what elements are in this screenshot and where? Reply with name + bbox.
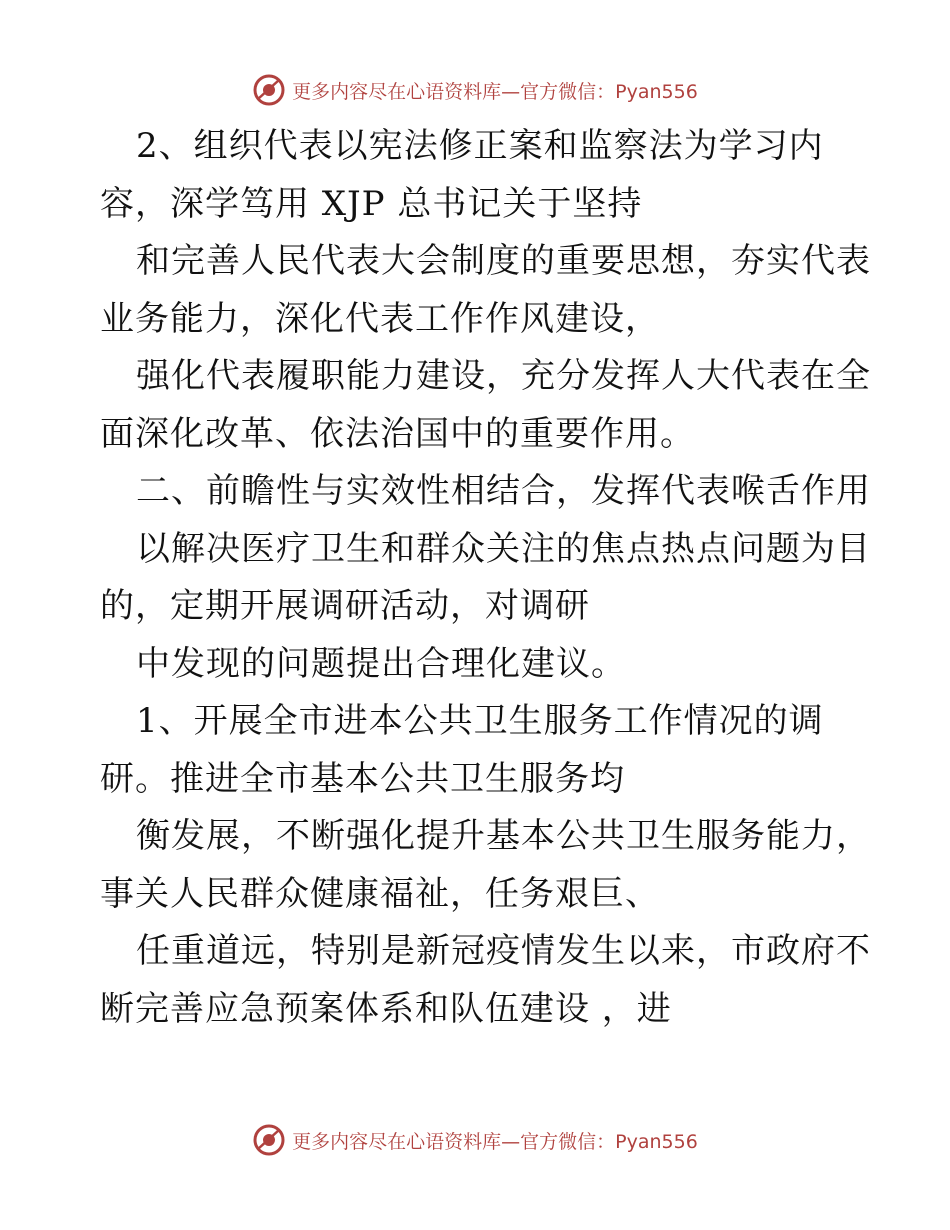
text-line: 任重道远，特别是新冠疫情发生以来，市政府不 [136, 931, 871, 971]
text-line: 1、开展全市进本公共卫生服务工作情况的调 [136, 701, 824, 741]
logo-circle-icon [252, 73, 286, 107]
text-line: 研。推进全市基本公共卫生服务均 [100, 758, 625, 799]
header-watermark-banner [0, 70, 950, 110]
text-line: 和完善人民代表大会制度的重要思想，夯实代表 [136, 241, 871, 281]
text-line: 面深化改革、依法治国中的重要作用。 [100, 413, 695, 454]
footer-watermark-banner [0, 1120, 950, 1160]
text-line: 事关人民群众健康福祉，任务艰巨、 [100, 873, 660, 914]
text-line: 业务能力，深化代表工作作风建设， [100, 298, 660, 339]
document-body [100, 118, 871, 1038]
text-line: 以解决医疗卫生和群众关注的焦点热点问题为目 [136, 528, 871, 569]
footer-watermark-text: 更多内容尽在心语资料库—官方微信：Pyan556 [292, 1130, 698, 1153]
text-line: 衡发展，不断强化提升基本公共卫生服务能力， [136, 816, 871, 856]
text-line: 容，深学笃用 XJP 总书记关于坚持 [100, 183, 643, 224]
header-watermark-text: 更多内容尽在心语资料库—官方微信：Pyan556 [292, 80, 698, 103]
footer-watermark-group [252, 1123, 698, 1157]
text-line: 中发现的问题提出合理化建议。 [136, 643, 626, 684]
header-watermark-group [252, 73, 698, 107]
text-line: 二、前瞻性与实效性相结合，发挥代表喉舌作用 [136, 471, 871, 511]
text-line: 的，定期开展调研活动，对调研 [100, 586, 590, 626]
logo-circle-icon [252, 1123, 286, 1157]
text-line: 断完善应急预案体系和队伍建设 ，进 [100, 988, 672, 1029]
text-line: 2、组织代表以宪法修正案和监察法为学习内 [136, 126, 824, 166]
text-line: 强化代表履职能力建设，充分发挥人大代表在全 [136, 356, 871, 396]
